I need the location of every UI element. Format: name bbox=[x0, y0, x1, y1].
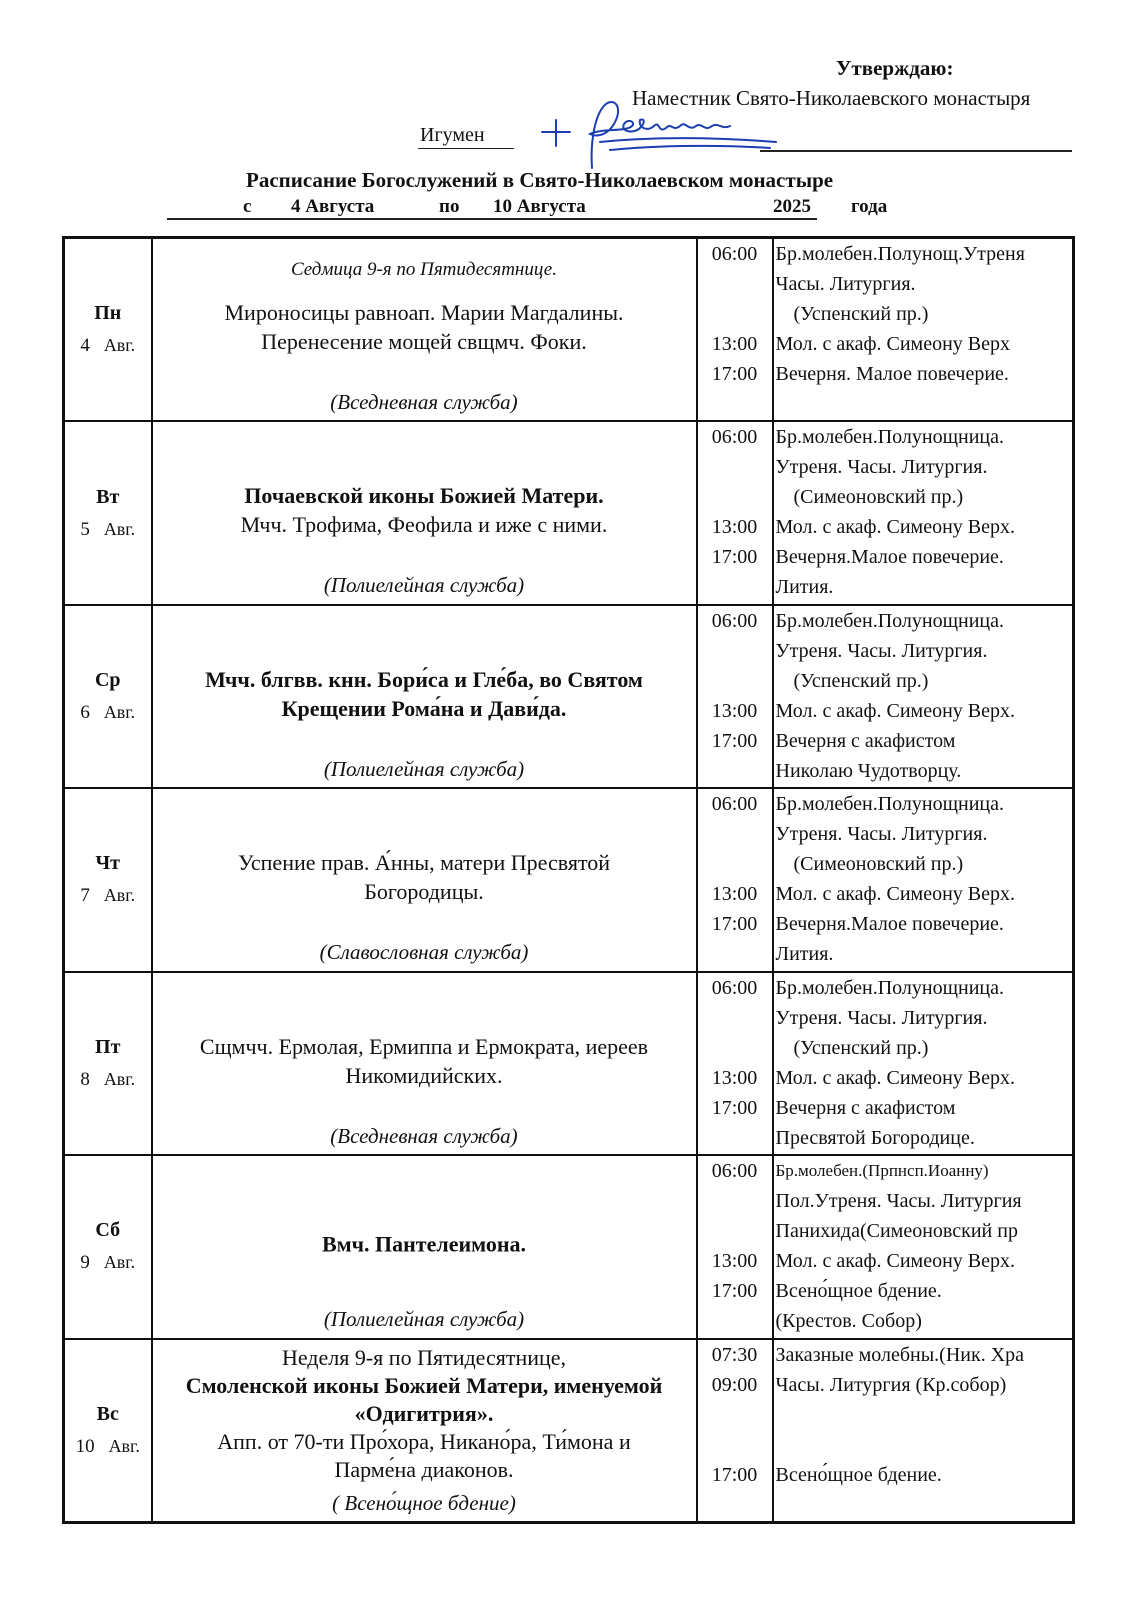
feast-line: Апп. от 70-ти Про́хора, Никано́ра, Ти́мона и bbox=[217, 1428, 631, 1454]
feast-line: Мчч. блгвв. кнн. Бори́са и Гле́ба, во Святом bbox=[205, 666, 643, 692]
services-cell bbox=[773, 1339, 1074, 1523]
day-month: Авг. bbox=[103, 335, 136, 356]
service-time bbox=[698, 756, 772, 786]
day-row bbox=[64, 788, 1074, 971]
service-time bbox=[698, 299, 772, 329]
service-time: 13:00 bbox=[711, 699, 758, 722]
schedule-title: Расписание Богослужений в Свято-Николаевском монастыре bbox=[246, 168, 834, 192]
service-text: Утреня. Часы. Литургия. bbox=[775, 1006, 988, 1029]
feast-cell bbox=[152, 788, 697, 971]
services-cell bbox=[773, 972, 1074, 1155]
day-month: Авг. bbox=[103, 518, 136, 539]
signature-rule bbox=[760, 150, 1072, 152]
day-of-week: Сб bbox=[95, 1219, 121, 1242]
service-time: 06:00 bbox=[711, 243, 758, 265]
service-time: 13:00 bbox=[711, 516, 758, 539]
feast-line: Перенесение мощей свщмч. Фоки. bbox=[261, 329, 587, 354]
day-cell bbox=[64, 238, 152, 422]
service-text: Панихида(Симеоновский пр bbox=[775, 1220, 1018, 1243]
service-time: 13:00 bbox=[711, 1066, 758, 1089]
feast-text bbox=[153, 1340, 696, 1484]
day-of-week: Ср bbox=[94, 669, 121, 692]
week-note: Седмица 9-я по Пятидесятнице. bbox=[290, 259, 557, 280]
vicar-title: Наместник Свято-Николаевского монастыря bbox=[632, 86, 1031, 110]
times-cell bbox=[697, 1155, 773, 1338]
schedule-body bbox=[64, 238, 1074, 1523]
day-number: 5 bbox=[80, 518, 90, 540]
service-text: Пол.Утреня. Часы. Литургия bbox=[775, 1190, 1022, 1213]
day-row bbox=[64, 1155, 1074, 1338]
service-time: 17:00 bbox=[711, 546, 758, 569]
feast-text bbox=[153, 298, 696, 356]
service-text: Лития. bbox=[775, 943, 834, 966]
day-of-week: Пн bbox=[94, 302, 122, 325]
feast-line: Мчч. Трофима, Феофила и иже с ними. bbox=[240, 512, 608, 538]
day-row bbox=[64, 238, 1074, 422]
service-text: Бр.молебен.Полунощница. bbox=[775, 426, 1004, 449]
day-date bbox=[65, 1436, 151, 1458]
service-time: 17:00 bbox=[711, 363, 758, 385]
feast-line: Мироносицы равноап. Марии Магдалины. bbox=[224, 300, 624, 325]
service-time bbox=[698, 1490, 772, 1520]
day-month: Авг. bbox=[108, 1435, 140, 1456]
times-cell bbox=[697, 788, 773, 971]
service-time bbox=[698, 1123, 772, 1153]
service-text: Вечерня с акафистом bbox=[775, 729, 956, 752]
service-text: Утреня. Часы. Литургия. bbox=[775, 456, 988, 479]
to-date: 10 Августа bbox=[493, 196, 586, 217]
feast-line: Парме́на диаконов. bbox=[334, 1456, 514, 1482]
service-time bbox=[698, 269, 772, 299]
feast-line: Вмч. Пантелеимона. bbox=[321, 1231, 527, 1257]
service-text: Бр.молебен.Полунощница. bbox=[775, 609, 1004, 632]
service-type: (Вседневная служба) bbox=[330, 390, 518, 414]
day-number: 7 bbox=[80, 885, 90, 907]
service-time: 06:00 bbox=[711, 609, 758, 632]
service-time bbox=[698, 1003, 772, 1033]
service-type: (Славословная служба) bbox=[319, 940, 529, 965]
service-time: 17:00 bbox=[711, 729, 758, 752]
day-cell bbox=[64, 972, 152, 1155]
day-cell bbox=[64, 605, 152, 788]
service-time: 06:00 bbox=[711, 1160, 758, 1183]
feast-cell bbox=[152, 1339, 697, 1523]
date-range bbox=[171, 194, 888, 220]
schedule-table bbox=[62, 236, 1075, 1524]
service-text: Бр.молебен.Полунощница. bbox=[775, 793, 1004, 816]
service-time bbox=[698, 1216, 772, 1246]
day-date bbox=[65, 702, 151, 724]
service-time: 17:00 bbox=[711, 1096, 758, 1119]
feast-cell bbox=[152, 972, 697, 1155]
day-date bbox=[65, 335, 151, 357]
feast-cell bbox=[152, 421, 697, 604]
service-text: Мол. с акаф. Симеону Верх. bbox=[775, 883, 1016, 906]
service-time bbox=[698, 1186, 772, 1216]
feast-line: Успение прав. А́нны, матери Пресвятой bbox=[237, 850, 611, 876]
service-time: 09:00 bbox=[711, 1373, 758, 1396]
service-text: Пресвятой Богородице. bbox=[775, 1126, 975, 1149]
service-time: 13:00 bbox=[711, 883, 758, 906]
times-cell bbox=[697, 1339, 773, 1523]
service-type: (Вседневная служба) bbox=[330, 1123, 518, 1148]
service-text: Мол. с акаф. Симеону Верх. bbox=[775, 516, 1016, 539]
service-text: Вечерня.Малое повечерие. bbox=[775, 546, 1004, 569]
feast-line: Неделя 9-я по Пятидесятнице, bbox=[281, 1344, 567, 1370]
services-cell bbox=[773, 421, 1074, 604]
feast-cell bbox=[152, 1155, 697, 1338]
service-time: 13:00 bbox=[711, 333, 758, 355]
day-number: 8 bbox=[80, 1068, 90, 1090]
service-text: Вечерня с акафистом bbox=[775, 1096, 956, 1119]
service-time bbox=[698, 939, 772, 969]
date-underline bbox=[167, 218, 817, 220]
service-text bbox=[774, 1400, 1073, 1430]
day-cell bbox=[64, 1155, 152, 1338]
service-time bbox=[698, 482, 772, 512]
service-text: (Успенский пр.) bbox=[793, 303, 929, 325]
service-text: (Симеоновский пр.) bbox=[793, 853, 964, 876]
service-text: Вечерня.Малое повечерие. bbox=[775, 913, 1004, 936]
day-cell bbox=[64, 788, 152, 971]
day-row bbox=[64, 421, 1074, 604]
service-text bbox=[774, 1430, 1073, 1460]
service-text: Мол. с акаф. Симеону Верх. bbox=[775, 1066, 1016, 1089]
feast-text bbox=[153, 665, 696, 723]
day-of-week: Чт bbox=[95, 852, 120, 875]
services-cell bbox=[773, 238, 1074, 422]
day-of-week: Вс bbox=[96, 1402, 119, 1425]
times-cell bbox=[697, 421, 773, 604]
service-time: 06:00 bbox=[711, 793, 758, 816]
year-word: года bbox=[851, 196, 888, 217]
service-time bbox=[698, 849, 772, 879]
service-text: Бр.молебен.(Прпнсп.Иоанну) bbox=[775, 1161, 989, 1181]
service-text: Утреня. Часы. Литургия. bbox=[775, 639, 988, 662]
feast-line: «Одигитрия». bbox=[354, 1400, 494, 1426]
signature-underline bbox=[418, 148, 514, 149]
from-date: 4 Августа bbox=[291, 196, 375, 217]
service-time: 13:00 bbox=[711, 1250, 758, 1273]
feast-line: Крещении Рома́на и Дави́да. bbox=[281, 695, 567, 721]
day-row bbox=[64, 1339, 1074, 1523]
service-text: Утреня. Часы. Литургия. bbox=[775, 823, 988, 846]
times-cell bbox=[697, 972, 773, 1155]
service-text: Часы. Литургия (Кр.собор) bbox=[775, 1373, 1007, 1396]
feast-line: Смоленской иконы Божией Матери, именуемой bbox=[185, 1372, 663, 1398]
service-time bbox=[698, 1033, 772, 1063]
service-text: Мол. с акаф. Симеону Верх. bbox=[775, 699, 1016, 722]
service-text: Всено́щное бдение. bbox=[775, 1463, 942, 1486]
day-month: Авг. bbox=[103, 702, 136, 723]
service-time bbox=[698, 666, 772, 696]
service-text: Николаю Чудотворцу. bbox=[775, 759, 962, 782]
day-number: 10 bbox=[75, 1435, 95, 1457]
service-text bbox=[774, 389, 1073, 419]
feast-line: Почаевской иконы Божией Матери. bbox=[244, 483, 604, 509]
day-month: Авг. bbox=[103, 1252, 136, 1273]
service-text bbox=[774, 1490, 1073, 1520]
service-time bbox=[698, 1400, 772, 1430]
day-date bbox=[65, 519, 151, 541]
day-row bbox=[64, 605, 1074, 788]
day-number: 9 bbox=[80, 1252, 90, 1274]
feast-text bbox=[153, 1032, 696, 1090]
service-time: 17:00 bbox=[711, 1280, 758, 1303]
times-cell bbox=[697, 605, 773, 788]
feast-line: Сщмчч. Ермолая, Ермиппа и Ермократа, иереев bbox=[199, 1033, 649, 1059]
service-text: Всено́щное бдение. bbox=[775, 1280, 942, 1303]
service-time bbox=[698, 1430, 772, 1460]
service-time: 17:00 bbox=[711, 913, 758, 936]
service-time bbox=[698, 636, 772, 666]
service-text: Часы. Литургия. bbox=[775, 273, 916, 295]
service-text: (Успенский пр.) bbox=[793, 669, 929, 692]
service-time: 06:00 bbox=[711, 426, 758, 449]
day-cell bbox=[64, 1339, 152, 1523]
feast-cell bbox=[152, 605, 697, 788]
times-cell bbox=[697, 238, 773, 422]
service-time: 06:00 bbox=[711, 976, 758, 999]
from-word: с bbox=[243, 196, 252, 217]
service-time bbox=[698, 452, 772, 482]
day-number: 6 bbox=[80, 702, 90, 724]
service-time bbox=[698, 1306, 772, 1336]
feast-text bbox=[153, 481, 696, 539]
feast-cell bbox=[152, 238, 697, 422]
service-text: Заказные молебны.(Ник. Хра bbox=[775, 1343, 1025, 1366]
service-type: (Полиелейная служба) bbox=[323, 756, 525, 781]
feast-text bbox=[153, 848, 696, 906]
day-number: 4 bbox=[80, 335, 90, 357]
feast-line: Богородицы. bbox=[364, 879, 484, 905]
service-text: (Симеоновский пр.) bbox=[793, 486, 964, 509]
services-cell bbox=[773, 788, 1074, 971]
to-word: по bbox=[439, 196, 460, 217]
day-of-week: Вт bbox=[96, 485, 120, 508]
day-month: Авг. bbox=[103, 885, 136, 906]
service-text: Мол. с акаф. Симеону Верх. bbox=[775, 1250, 1016, 1273]
day-cell bbox=[64, 421, 152, 604]
year: 2025 bbox=[773, 196, 811, 217]
hegumen-label: Игумен bbox=[420, 124, 485, 146]
service-time bbox=[698, 389, 772, 419]
service-type: ( Всено́щное бдение) bbox=[332, 1490, 516, 1515]
day-row bbox=[64, 972, 1074, 1155]
service-time: 17:00 bbox=[711, 1463, 758, 1486]
service-text: (Крестов. Собор) bbox=[775, 1310, 922, 1333]
feast-line: Никомидийских. bbox=[345, 1062, 503, 1088]
service-text: Бр.молебен.Полунощ.Утреня bbox=[775, 243, 1025, 265]
service-type: (Полиелейная служба) bbox=[323, 573, 525, 598]
service-text: (Успенский пр.) bbox=[793, 1036, 929, 1059]
day-date bbox=[65, 1069, 151, 1091]
approve-heading: Утверждаю: bbox=[836, 56, 954, 80]
service-text: Мол. с акаф. Симеону Верх bbox=[775, 333, 1011, 355]
day-of-week: Пт bbox=[95, 1035, 121, 1058]
service-text: Вечерня. Малое повечерие. bbox=[775, 363, 1009, 385]
day-date bbox=[65, 885, 151, 907]
feast-text bbox=[153, 1230, 696, 1259]
service-type: (Полиелейная служба) bbox=[323, 1307, 525, 1332]
services-cell bbox=[773, 605, 1074, 788]
day-month: Авг. bbox=[103, 1068, 136, 1089]
service-text: Бр.молебен.Полунощница. bbox=[775, 976, 1004, 999]
service-time bbox=[698, 819, 772, 849]
signature-image bbox=[540, 98, 780, 178]
day-date bbox=[65, 1252, 151, 1274]
service-time bbox=[698, 572, 772, 602]
service-time: 07:30 bbox=[711, 1343, 758, 1366]
service-text: Лития. bbox=[775, 576, 834, 599]
services-cell bbox=[773, 1155, 1074, 1338]
